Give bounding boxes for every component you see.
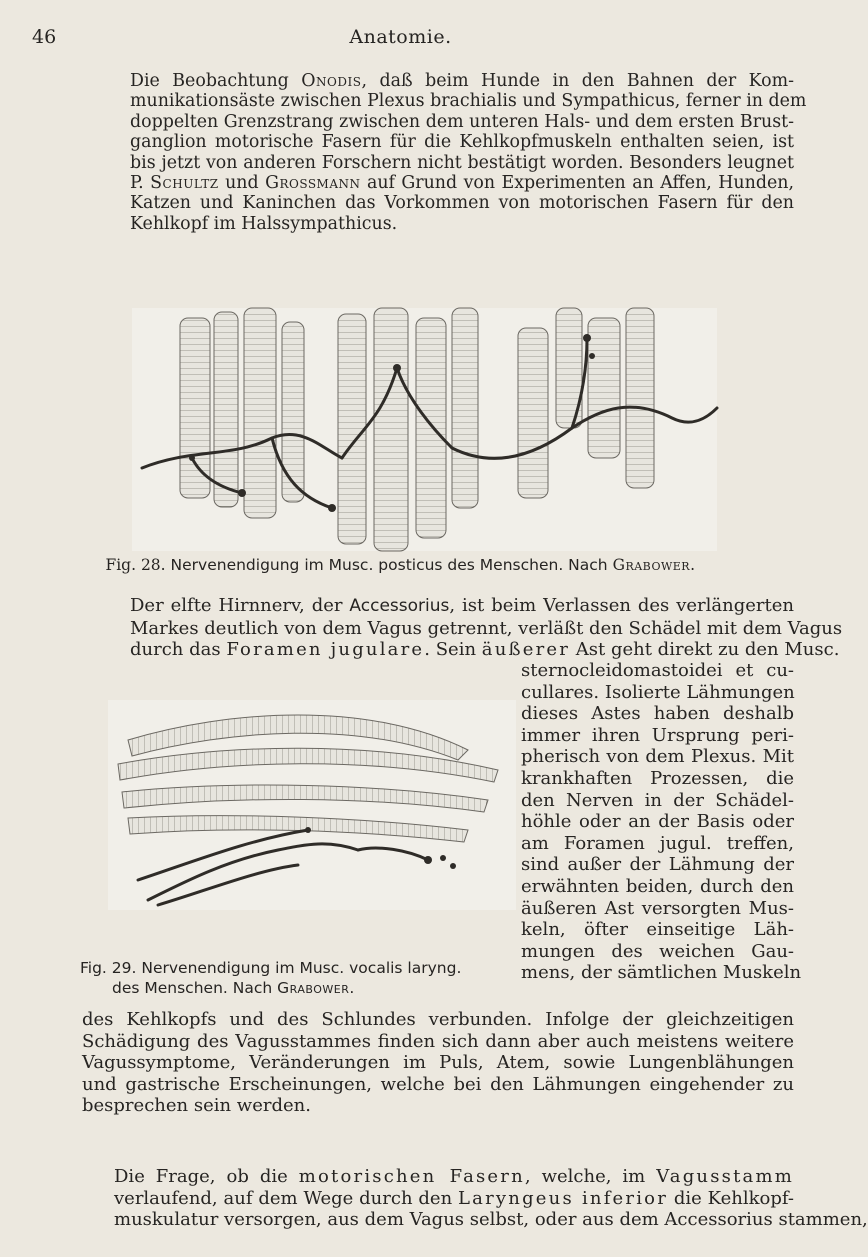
text-line: cullares. Isolierte Lähmungen [521, 681, 795, 703]
text-line: Vagussymptome, Veränderungen im Puls, Atem, sowie Lungenblähungen [82, 1052, 794, 1074]
author-name: Onodis [301, 71, 362, 91]
text-line: munikationsäste zwischen Plexus brachialis und Sympathicus, ferner in dem [130, 91, 807, 112]
caption-author: Grabower. [612, 556, 696, 574]
text-line: sind außer der Lähmung der [521, 854, 794, 876]
text-line: immer ihren Ursprung peri- [521, 724, 794, 746]
text-line: krankhaften Prozessen, die [521, 767, 794, 789]
figure-label: Fig. 28. [105, 556, 166, 574]
text-line: am Foramen jugul. treffen, [521, 832, 794, 854]
figure-28-image [132, 308, 717, 551]
text-line: keln, öfter einseitige Läh- [521, 919, 794, 941]
figure-29-caption [80, 958, 500, 998]
text-line: pherisch von dem Plexus. Mit [521, 746, 794, 768]
text-line: dieses Astes haben deshalb [521, 703, 794, 725]
text-line: erwähnten beiden, durch den [521, 875, 794, 897]
text-line: sternocleidomastoidei et cu- [521, 660, 794, 681]
text-line: ganglion motorische Fasern für die Kehlkopfmuskeln enthalten seien, ist [130, 132, 794, 153]
text-line: verlaufend, auf dem Wege durch den Laryngeus inferior die Kehlkopf- [114, 1187, 794, 1209]
text-line: höhle oder an der Basis oder [521, 811, 794, 833]
text-line: durch das Foramen jugulare. Sein äußerer Ast geht direkt zu den Musc. [130, 639, 840, 661]
running-title: Anatomie. [349, 26, 452, 48]
text-line: Markes deutlich von dem Vagus getrennt, verläßt den Schädel mit dem Vagus [130, 617, 843, 639]
text-line: besprechen sein werden. [82, 1095, 311, 1117]
paragraph-2-right-column [521, 660, 802, 984]
page-number: 46 [32, 26, 57, 48]
text-line: P. Schultz und Grossmann auf Grund von Experimenten an Affen, Hunden, [130, 173, 794, 194]
text-line: doppelten Grenzstrang zwischen dem unteren Hals- und dem ersten Brust- [130, 111, 794, 132]
text-line: Der elfte Hirnnerv, der Accessorius, ist beim Verlassen des verlängerten [130, 595, 794, 616]
paragraph-3 [82, 1166, 868, 1231]
text-line: den Nerven in der Schädel- [521, 789, 794, 811]
text-line: muskulatur versorgen, aus dem Vagus selbst, oder aus dem Accessorius stammen, [114, 1209, 868, 1231]
muscle-fiber-illustration [108, 700, 516, 910]
paragraph-2-tail [82, 1009, 794, 1117]
paragraph-1 [82, 71, 807, 234]
text-line: und gastrische Erscheinungen, welche bei den Lähmungen eingehender zu [82, 1073, 794, 1095]
text-line: Kehlkopf im Halssympathicus. [130, 213, 398, 234]
text-line: mungen des weichen Gau- [521, 940, 794, 962]
caption-text: Fig. 29. Nervenendigung im Musc. vocalis laryng. [80, 959, 462, 977]
text-line: Die Frage, ob die motorischen Fasern, welche, im Vagusstamm [114, 1166, 794, 1187]
caption-text: Nervenendigung im Musc. posticus des Menschen. Nach [170, 556, 608, 574]
text-line: Die Beobachtung Onodis, daß beim Hunde in den Bahnen der Kom- [130, 71, 794, 91]
figure-29-image [108, 700, 516, 910]
muscle-fiber-illustration [132, 308, 717, 551]
text-line: des Kehlkopfs und des Schlundes verbunden. Infolge der gleichzeitigen [82, 1009, 794, 1030]
text-line: äußeren Ast versorgten Mus- [521, 897, 794, 919]
caption-text-continued: des Menschen. Nach Grabower. [112, 979, 355, 997]
text-line: bis jetzt von anderen Forschern nicht bestätigt worden. Besonders leugnet [130, 152, 794, 173]
text-line: mens, der sämtlichen Muskeln [521, 962, 802, 984]
text-line: Katzen und Kaninchen das Vorkommen von motorischen Fasern für den [130, 193, 794, 214]
figure-28-caption [0, 556, 801, 574]
caption-author: Grabower. [277, 979, 355, 997]
text-line: Schädigung des Vagusstammes finden sich dann aber auch meistens weitere [82, 1030, 794, 1052]
paragraph-2-intro [82, 595, 843, 661]
